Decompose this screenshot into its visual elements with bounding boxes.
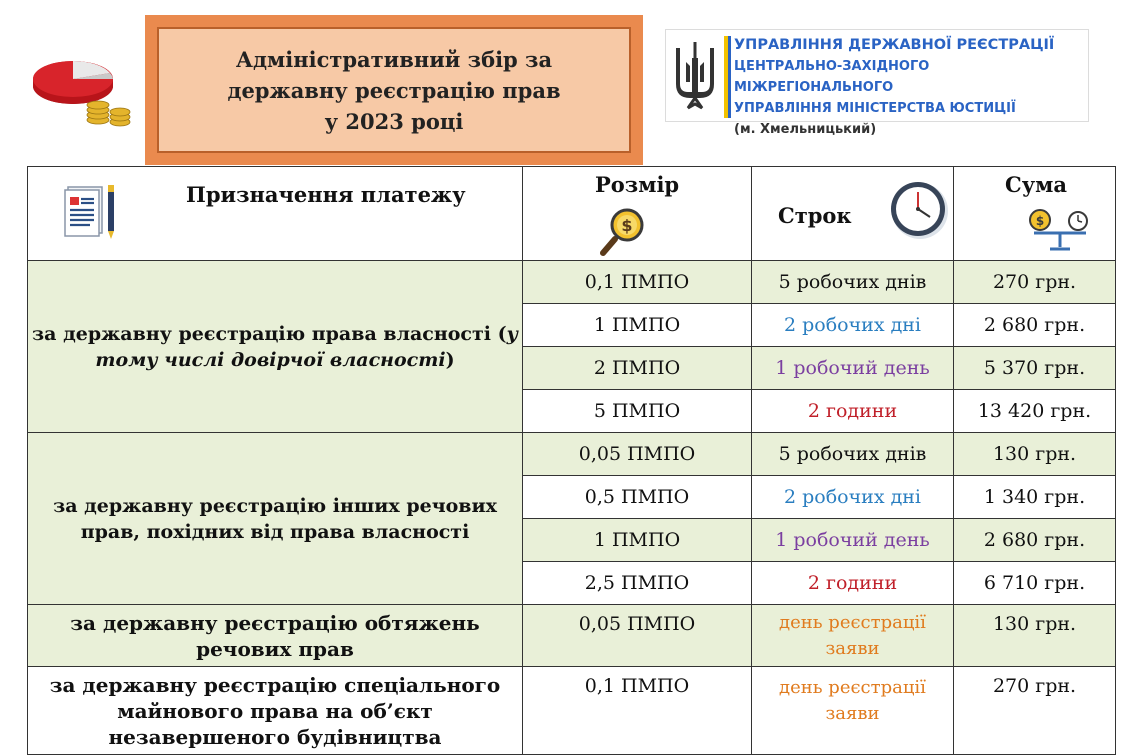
size-cell: 0,1 ПМПО	[523, 261, 752, 304]
size-cell: 0,5 ПМПО	[523, 476, 752, 519]
amount-cell: 130 грн.	[954, 433, 1116, 476]
purpose-ownership-italic: у тому числі довірчої власності	[95, 322, 518, 371]
header-amount-label: Сума	[1005, 172, 1068, 197]
table-row	[28, 667, 1116, 755]
amount-cell: 6 710 грн.	[954, 562, 1116, 605]
purpose-special-property: за державну реєстрацію спеціального майнового права на об’єкт незавершеного будівництва	[28, 667, 523, 755]
title-plate	[145, 15, 643, 165]
header-term	[752, 167, 954, 261]
size-cell: 2 ПМПО	[523, 347, 752, 390]
header-purpose-label: Призначення платежу	[186, 182, 466, 207]
organization-logo	[665, 29, 1089, 137]
trident-icon	[670, 38, 720, 114]
amount-cell: 130 грн.	[954, 605, 1116, 667]
table-row	[28, 605, 1116, 667]
term-cell: 2 робочих дні	[752, 476, 954, 519]
term-cell: 5 робочих днів	[752, 261, 954, 304]
fees-table	[27, 166, 1116, 755]
size-cell: 1 ПМПО	[523, 304, 752, 347]
purpose-ownership	[28, 261, 523, 433]
term-cell: 1 робочий день	[752, 347, 954, 390]
org-line-1: УПРАВЛІННЯ ДЕРЖАВНОЇ РЕЄСТРАЦІЇ	[734, 37, 1055, 53]
header-term-label: Строк	[778, 203, 852, 228]
org-line-2: ЦЕНТРАЛЬНО-ЗАХІДНОГО МІЖРЕГІОНАЛЬНОГО	[734, 59, 930, 95]
term-cell: 2 робочих дні	[752, 304, 954, 347]
title-plate-inner	[157, 27, 631, 153]
term-cell: 2 години	[752, 562, 954, 605]
purpose-ownership-text: за державну реєстрацію права власності (	[32, 322, 507, 345]
purpose-ownership-close: )	[445, 348, 455, 371]
header-size-label: Розмір	[595, 172, 680, 197]
size-cell: 0,1 ПМПО	[523, 667, 752, 755]
svg-text:$: $	[621, 216, 633, 235]
size-cell: 2,5 ПМПО	[523, 562, 752, 605]
svg-text:$: $	[1035, 214, 1045, 228]
size-cell: 5 ПМПО	[523, 390, 752, 433]
title-line-2: державну реєстрацію прав	[227, 77, 561, 103]
term-cell: 2 години	[752, 390, 954, 433]
organization-name	[734, 35, 1088, 140]
term-cell: день реєстрації заяви	[752, 667, 954, 755]
document-pen-icon	[60, 181, 122, 243]
magnifier-dollar-icon	[597, 205, 651, 259]
clock-icon	[886, 177, 950, 241]
size-cell: 0,05 ПМПО	[523, 433, 752, 476]
org-line-3: УПРАВЛІННЯ МІНІСТЕРСТВА ЮСТИЦІЇ	[734, 101, 1016, 116]
term-cell: 5 робочих днів	[752, 433, 954, 476]
header-amount	[954, 167, 1116, 261]
term-cell: 1 робочий день	[752, 519, 954, 562]
table-row	[28, 261, 1116, 304]
amount-cell: 1 340 грн.	[954, 476, 1116, 519]
purpose-encumbrance: за державну реєстрацію обтяжень речових прав	[28, 605, 523, 667]
title-line-3: у 2023 році	[324, 108, 464, 134]
header-purpose	[28, 167, 523, 261]
amount-cell: 270 грн.	[954, 261, 1116, 304]
pie-chart-coins-icon	[28, 24, 138, 134]
title-line-1: Адміністративний збір за	[235, 46, 553, 72]
header-size	[523, 167, 752, 261]
logo-bar-blue	[728, 36, 731, 118]
size-cell: 0,05 ПМПО	[523, 605, 752, 667]
amount-cell: 2 680 грн.	[954, 519, 1116, 562]
table-header-row	[28, 167, 1116, 261]
table-row	[28, 433, 1116, 476]
amount-cell: 5 370 грн.	[954, 347, 1116, 390]
scales-coin-clock-icon	[1026, 207, 1096, 255]
amount-cell: 2 680 грн.	[954, 304, 1116, 347]
term-cell: день реєстрації заяви	[752, 605, 954, 667]
org-line-4: (м. Хмельницький)	[734, 122, 877, 137]
purpose-other-rights: за державну реєстрацію інших речових прав, похідних від права власності	[28, 433, 523, 605]
page-title	[227, 44, 560, 137]
size-cell: 1 ПМПО	[523, 519, 752, 562]
amount-cell: 13 420 грн.	[954, 390, 1116, 433]
amount-cell: 270 грн.	[954, 667, 1116, 755]
